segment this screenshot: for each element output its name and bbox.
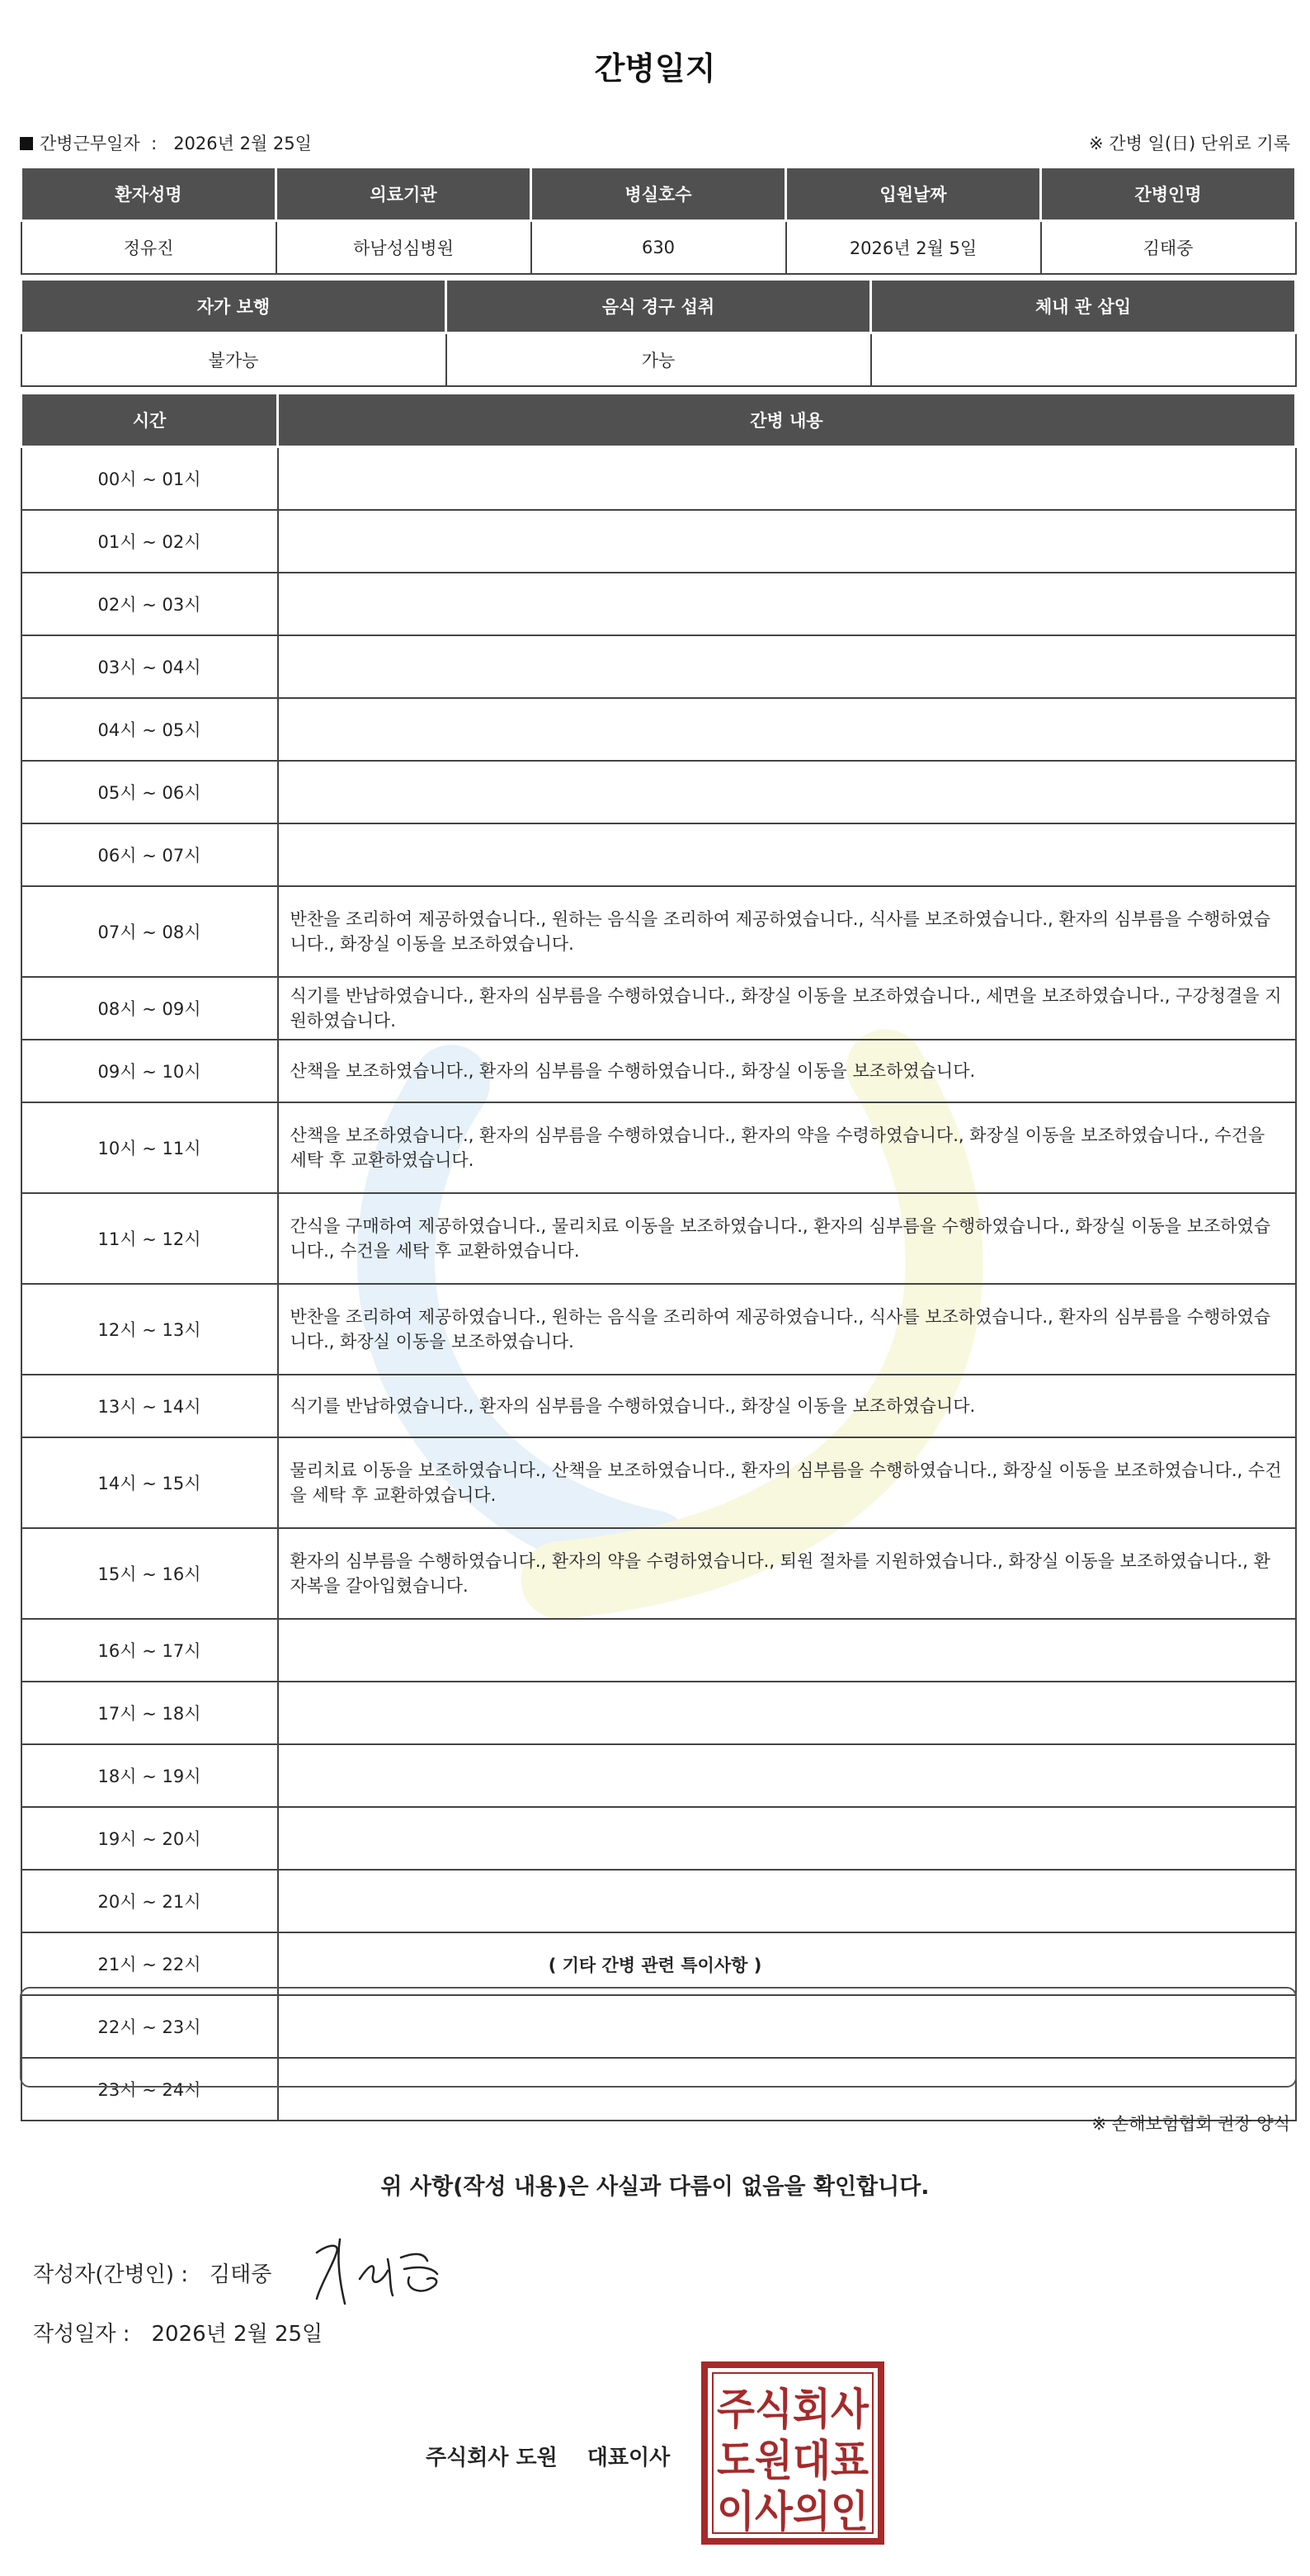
log-time-cell: 20시 ~ 21시: [21, 1870, 278, 1932]
log-content-cell: 식기를 반납하였습니다., 환자의 심부름을 수행하였습니다., 화장실 이동을 보조하였습니다., 세면을 보조하였습니다., 구강청결을 지원하였습니다.: [278, 977, 1296, 1040]
company-seal-stamp: [701, 2361, 884, 2545]
log-row: [21, 698, 1296, 761]
log-row: [21, 823, 1296, 886]
log-content-cell: 간식을 구매하여 제공하였습니다., 물리치료 이동을 보조하였습니다., 환자의 심부름을 수행하였습니다., 화장실 이동을 보조하였습니다., 수건을 세탁 후 교환하였습니다.: [278, 1193, 1296, 1284]
page-title: 간병일지: [594, 50, 716, 87]
log-content-cell: 물리치료 이동을 보조하였습니다., 산책을 보조하였습니다., 환자의 심부름을 수행하였습니다., 화장실 이동을 보조하였습니다., 수건을 세탁 후 교환하였습니다.: [278, 1437, 1296, 1528]
log-row: [21, 761, 1296, 823]
log-content-cell: [278, 1744, 1296, 1807]
company-name: 주식회사 도원: [426, 2446, 558, 2470]
write-date-value: 2026년 2월 25일: [151, 2322, 323, 2347]
log-time-cell: 23시 ~ 24시: [21, 2058, 278, 2121]
caregiver-name-value: 김태중: [1041, 221, 1296, 275]
log-content-cell: [278, 1870, 1296, 1932]
header-room-number: 병실호수: [531, 168, 786, 221]
log-time-cell: 06시 ~ 07시: [21, 823, 278, 886]
patient-info-table: [20, 168, 1297, 275]
log-content-cell: [278, 1807, 1296, 1870]
log-content-cell: [278, 573, 1296, 635]
log-time-cell: 10시 ~ 11시: [21, 1102, 278, 1193]
header-hospital: 의료기관: [276, 168, 531, 221]
company-line: [426, 2441, 670, 2471]
seal-icon: [701, 2361, 884, 2545]
work-date-value: 2026년 2월 25일: [173, 134, 312, 153]
svg-text:이사의인: 이사의인: [717, 2488, 869, 2537]
patient-info-value-row: [21, 221, 1296, 275]
extra-notes-box: [20, 1987, 1297, 2088]
log-time-cell: 16시 ~ 17시: [21, 1619, 278, 1682]
hospital-value: 하남성심병원: [276, 221, 531, 275]
svg-text:도원대표: 도원대표: [717, 2437, 869, 2486]
header-time: 시간: [21, 394, 278, 447]
log-content-cell: [278, 635, 1296, 698]
condition-value-row: [21, 333, 1296, 387]
header-tube-insertion: 체내 관 삽입: [871, 281, 1296, 333]
log-content-cell: [278, 823, 1296, 886]
log-row: [21, 573, 1296, 635]
header-care-content: 간병 내용: [278, 394, 1296, 447]
log-row: [21, 1682, 1296, 1744]
log-time-cell: 21시 ~ 22시: [21, 1932, 278, 1995]
care-log-table: [20, 394, 1297, 2121]
writer-line: [33, 2258, 271, 2288]
square-bullet-icon: [20, 137, 33, 150]
log-row: [21, 447, 1296, 511]
log-row: [21, 635, 1296, 698]
log-content-cell: 산책을 보조하였습니다., 환자의 심부름을 수행하였습니다., 환자의 약을 수령하였습니다., 화장실 이동을 보조하였습니다., 수건을 세탁 후 교환하였습니다.: [278, 1102, 1296, 1193]
log-content-cell: [278, 447, 1296, 511]
log-time-cell: 08시 ~ 09시: [21, 977, 278, 1040]
log-row: [21, 1040, 1296, 1102]
writer-name: 김태중: [210, 2262, 272, 2287]
log-time-cell: 04시 ~ 05시: [21, 698, 278, 761]
log-row: [21, 1528, 1296, 1619]
room-number-value: 630: [531, 221, 786, 275]
header-patient-name: 환자성명: [21, 168, 276, 221]
log-time-cell: 13시 ~ 14시: [21, 1375, 278, 1437]
log-row: [21, 886, 1296, 977]
log-time-cell: 02시 ~ 03시: [21, 573, 278, 635]
log-time-cell: 05시 ~ 06시: [21, 761, 278, 823]
log-time-cell: 17시 ~ 18시: [21, 1682, 278, 1744]
log-row: [21, 1284, 1296, 1375]
log-content-cell: 식기를 반납하였습니다., 환자의 심부름을 수행하였습니다., 화장실 이동을 보조하였습니다.: [278, 1375, 1296, 1437]
patient-condition-table: [20, 281, 1297, 387]
log-time-cell: 00시 ~ 01시: [21, 447, 278, 511]
log-row: [21, 1807, 1296, 1870]
patient-name-value: 정유진: [21, 221, 276, 275]
log-row: [21, 1437, 1296, 1528]
log-header-row: [21, 394, 1296, 447]
condition-header-row: [21, 281, 1296, 333]
log-row: [21, 1375, 1296, 1437]
recommended-form-note: ※ 손해보험협회 권장 양식: [1091, 2114, 1290, 2134]
log-time-cell: 12시 ~ 13시: [21, 1284, 278, 1375]
tube-insertion-value: [871, 333, 1296, 387]
log-row: [21, 1193, 1296, 1284]
unit-note: ※ 간병 일(日) 단위로 기록: [1089, 134, 1290, 153]
log-time-cell: 01시 ~ 02시: [21, 510, 278, 573]
log-body: [21, 447, 1296, 2121]
extra-notes-title: ( 기타 간병 관련 특이사항 ): [548, 1956, 762, 1975]
header-admission-date: 입원날짜: [786, 168, 1041, 221]
oral-intake-value: 가능: [446, 333, 871, 387]
log-time-cell: 18시 ~ 19시: [21, 1744, 278, 1807]
header-oral-intake: 음식 경구 섭취: [446, 281, 871, 333]
log-content-cell: [278, 510, 1296, 573]
self-walking-value: 불가능: [21, 333, 446, 387]
log-content-cell: [278, 698, 1296, 761]
header-caregiver-name: 간병인명: [1041, 168, 1296, 221]
log-row: [21, 510, 1296, 573]
log-time-cell: 19시 ~ 20시: [21, 1807, 278, 1870]
log-content-cell: 반찬을 조리하여 제공하였습니다., 원하는 음식을 조리하여 제공하였습니다., 식사를 보조하였습니다., 환자의 심부름을 수행하였습니다., 화장실 이동을 보조하였습니다.: [278, 1284, 1296, 1375]
log-content-cell: 반찬을 조리하여 제공하였습니다., 원하는 음식을 조리하여 제공하였습니다., 식사를 보조하였습니다., 환자의 심부름을 수행하였습니다., 화장실 이동을 보조하였습니다.: [278, 886, 1296, 977]
handwritten-signature: [312, 2228, 460, 2310]
write-date-label: 작성일자 :: [33, 2322, 130, 2347]
log-row: [21, 1102, 1296, 1193]
log-content-cell: [278, 1682, 1296, 1744]
log-content-cell: 환자의 심부름을 수행하였습니다., 환자의 약을 수령하였습니다., 퇴원 절차를 지원하였습니다., 화장실 이동을 보조하였습니다., 환자복을 갈아입혔습니다.: [278, 1528, 1296, 1619]
work-date: [20, 130, 312, 155]
company-role: 대표이사: [587, 2446, 671, 2470]
work-date-separator: :: [151, 134, 158, 153]
log-row: [21, 977, 1296, 1040]
work-date-label: 간병근무일자: [40, 134, 140, 153]
log-content-cell: [278, 1619, 1296, 1682]
log-row: [21, 1870, 1296, 1932]
log-time-cell: 09시 ~ 10시: [21, 1040, 278, 1102]
admission-date-value: 2026년 2월 5일: [786, 221, 1041, 275]
header-self-walking: 자가 보행: [21, 281, 446, 333]
log-row: [21, 1744, 1296, 1807]
log-time-cell: 14시 ~ 15시: [21, 1437, 278, 1528]
log-time-cell: 15시 ~ 16시: [21, 1528, 278, 1619]
log-content-cell: [278, 761, 1296, 823]
log-row: [21, 1619, 1296, 1682]
log-time-cell: 07시 ~ 08시: [21, 886, 278, 977]
log-content-cell: 산책을 보조하였습니다., 환자의 심부름을 수행하였습니다., 화장실 이동을 보조하였습니다.: [278, 1040, 1296, 1102]
writer-label: 작성자(간병인) :: [33, 2262, 189, 2287]
write-date-line: [33, 2317, 323, 2347]
confirmation-statement: 위 사항(작성 내용)은 사실과 다름이 없음을 확인합니다.: [380, 2174, 930, 2200]
log-time-cell: 03시 ~ 04시: [21, 635, 278, 698]
log-time-cell: 11시 ~ 12시: [21, 1193, 278, 1284]
patient-info-header-row: [21, 168, 1296, 221]
log-time-cell: 22시 ~ 23시: [21, 1995, 278, 2058]
svg-text:주식회사: 주식회사: [717, 2385, 869, 2435]
